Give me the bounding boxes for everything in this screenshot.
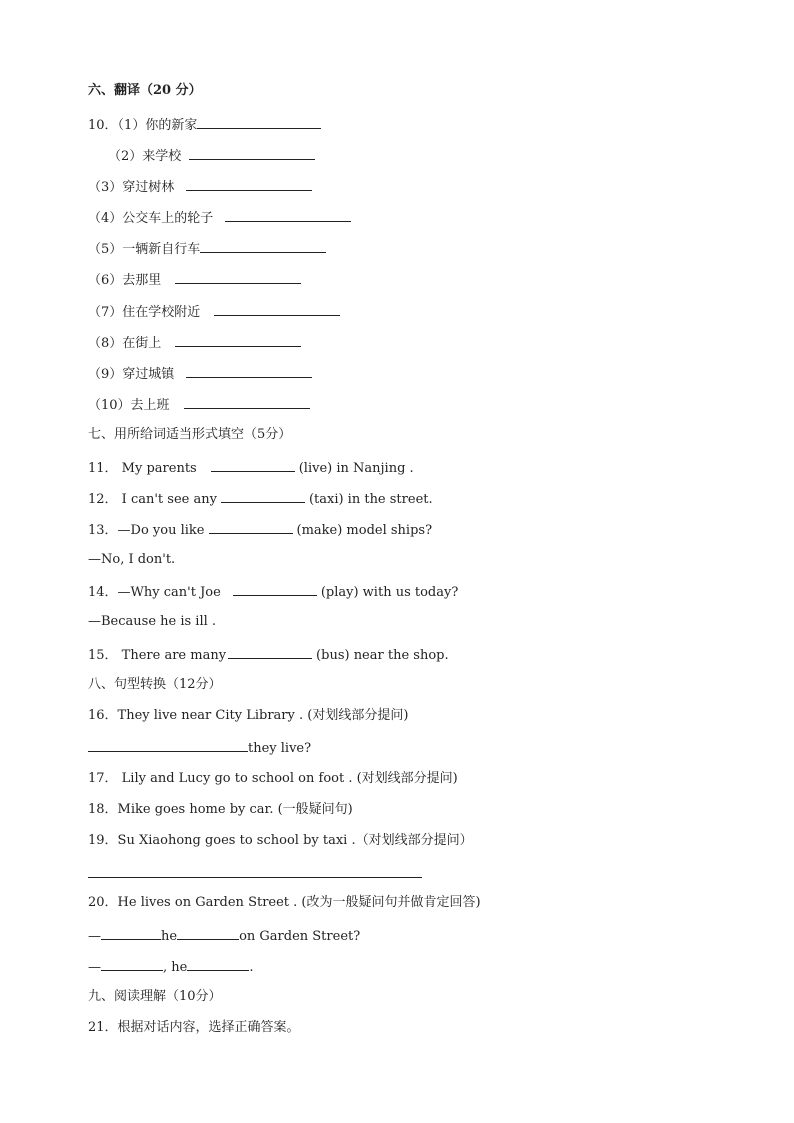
translation-item-4	[88, 208, 351, 228]
answer-blank[interactable]	[177, 926, 239, 940]
answer-blank[interactable]	[175, 270, 301, 284]
item-label: 10．（1）你的新家	[88, 118, 198, 133]
question-16-answer-line: they live?	[88, 738, 311, 758]
translation-item-6	[88, 270, 301, 290]
translation-item-2	[108, 146, 315, 166]
item-label: （2）来学校	[108, 149, 182, 164]
question-18: 18．Mike goes home by car. (一般疑问句)	[88, 802, 353, 817]
answer-blank[interactable]	[186, 177, 312, 191]
answer-blank[interactable]	[214, 302, 340, 316]
question-21: 21．根据对话内容，选择正确答案。	[88, 1020, 300, 1035]
item-label: （10）去上班	[88, 398, 170, 413]
answer-blank[interactable]	[175, 333, 301, 347]
section-7-heading: 七、用所给词适当形式填空（5分）	[88, 427, 292, 442]
answer-blank[interactable]	[101, 926, 161, 940]
question-20: 20．He lives on Garden Street . (改为一般疑问句并做肯定回答)	[88, 895, 481, 910]
question-14: 14．—Why can't Joe (play) with us today?	[88, 582, 458, 602]
question-19: 19．Su Xiaohong goes to school by taxi .（对划线部分提问）	[88, 833, 473, 848]
translation-item-5	[88, 239, 326, 259]
answer-blank[interactable]	[228, 645, 312, 659]
question-12: 12． I can't see any (taxi) in the street.	[88, 489, 433, 509]
item-label: （9）穿过城镇	[88, 367, 175, 382]
translation-item-8	[88, 333, 301, 353]
answer-blank[interactable]	[186, 364, 312, 378]
section-9-heading: 九、阅读理解（10分）	[88, 989, 222, 1004]
answer-blank[interactable]	[200, 239, 326, 253]
answer-blank[interactable]	[211, 458, 295, 472]
question-11: 11． My parents (live) in Nanjing .	[88, 458, 414, 478]
question-20-line-2: — , he .	[88, 957, 253, 977]
item-label: （7）住在学校附近	[88, 305, 201, 320]
item-label: （4）公交车上的轮子	[88, 211, 214, 226]
translation-item-9	[88, 364, 312, 384]
question-17: 17． Lily and Lucy go to school on foot . (对划线部分提问)	[88, 771, 458, 786]
answer-blank[interactable]	[101, 957, 163, 971]
answer-blank[interactable]	[233, 582, 317, 596]
translation-item-7	[88, 302, 340, 322]
answer-blank[interactable]	[187, 957, 249, 971]
answer-blank[interactable]	[221, 489, 305, 503]
item-label: （8）在街上	[88, 336, 162, 351]
question-15: 15． There are many (bus) near the shop.	[88, 645, 449, 665]
section-6-heading: 六、翻译（20 分）	[88, 83, 202, 98]
question-16: 16．They live near City Library . (对划线部分提问)	[88, 708, 409, 723]
answer-blank[interactable]	[189, 146, 315, 160]
item-label: （6）去那里	[88, 273, 162, 288]
answer-blank[interactable]	[209, 520, 293, 534]
item-label: （3）穿过树林	[88, 180, 175, 195]
translation-item-3	[88, 177, 312, 197]
question-13-reply: —No, I don't.	[88, 552, 176, 567]
answer-blank[interactable]	[197, 115, 321, 129]
section-8-heading: 八、句型转换（12分）	[88, 677, 222, 692]
question-20-line-1: — he on Garden Street?	[88, 926, 360, 946]
item-label: （5）一辆新自行车	[88, 242, 201, 257]
translation-item-1	[88, 115, 321, 135]
translation-item-10	[88, 395, 310, 415]
question-14-reply: —Because he is ill .	[88, 614, 217, 629]
answer-blank[interactable]	[88, 738, 248, 752]
question-19-answer-rule[interactable]	[88, 877, 422, 878]
answer-blank[interactable]	[225, 208, 351, 222]
question-13: 13．—Do you like (make) model ships?	[88, 520, 432, 540]
answer-blank[interactable]	[184, 395, 310, 409]
